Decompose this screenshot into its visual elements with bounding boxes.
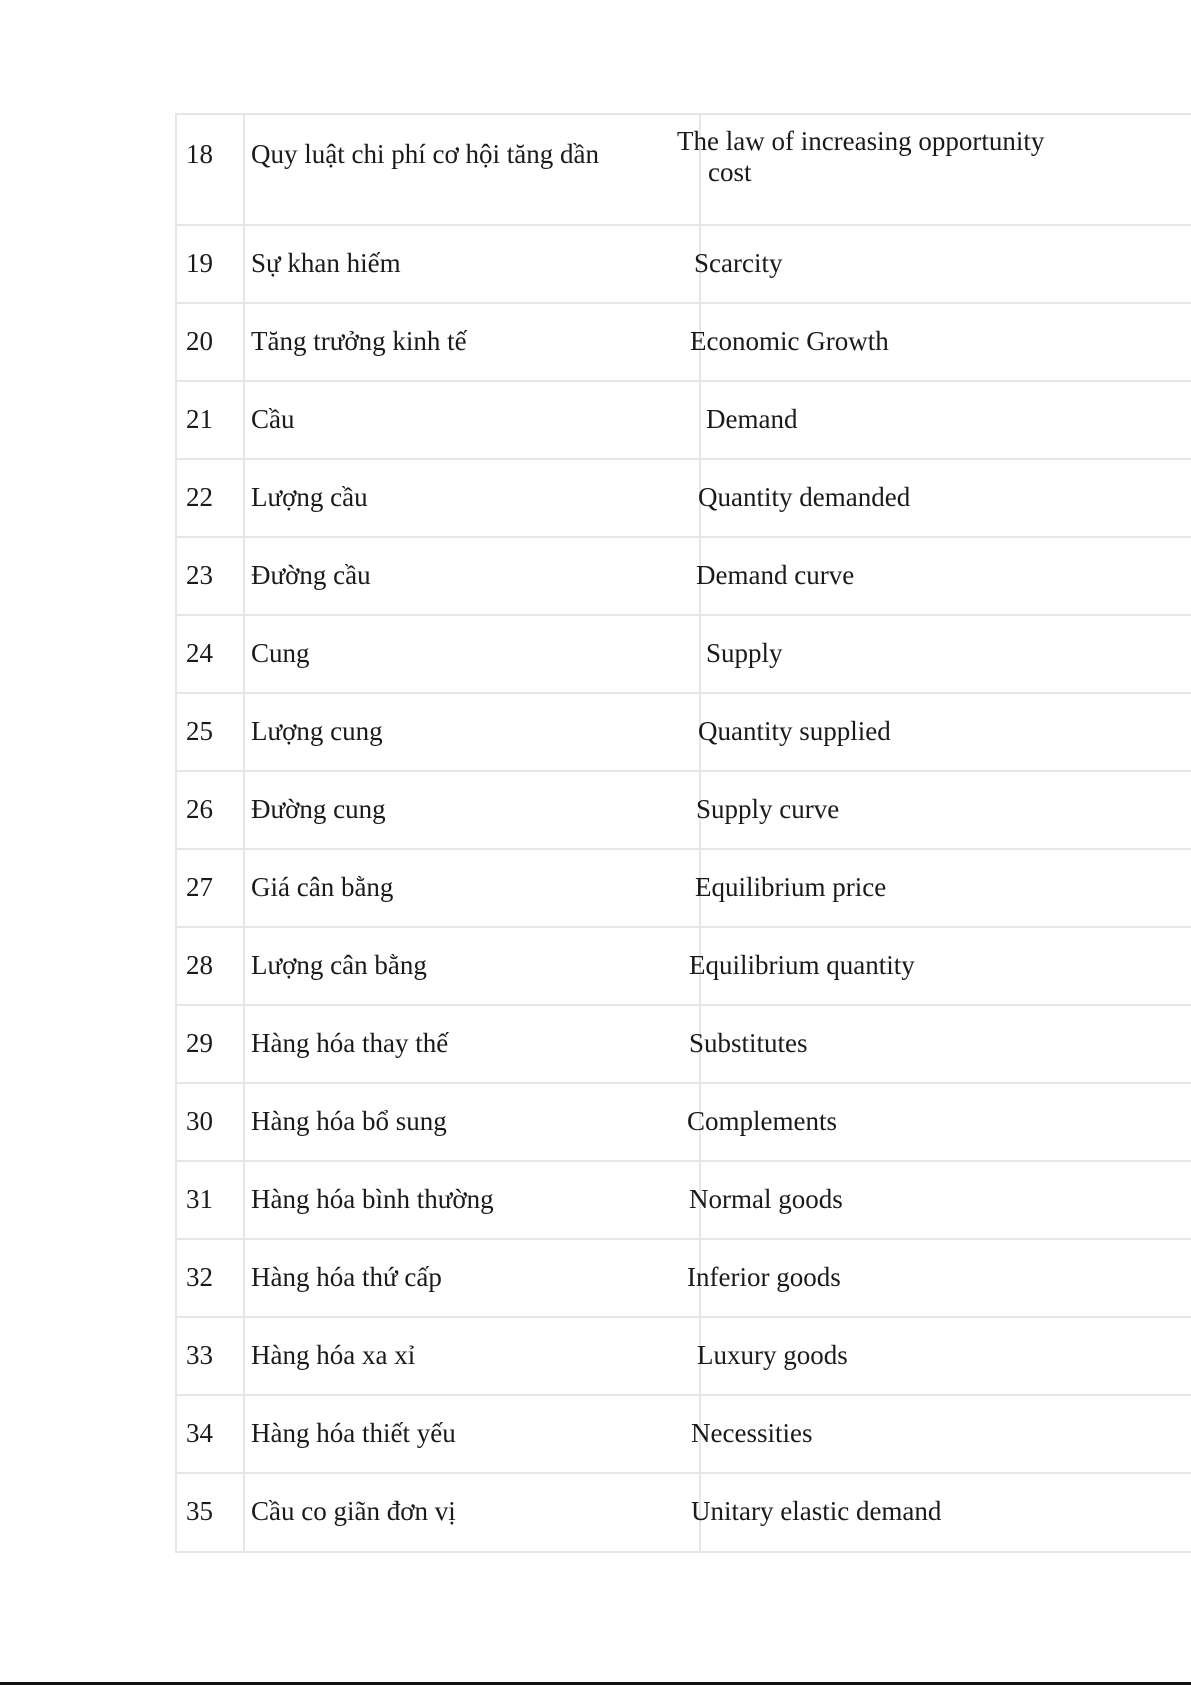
english-term-cell <box>687 1239 1191 1317</box>
english-term: Quantity supplied <box>698 716 891 746</box>
english-term: Unitary elastic demand <box>691 1496 942 1526</box>
english-term-cell <box>689 927 1191 1005</box>
row-number: 19 <box>176 225 244 303</box>
row-number: 35 <box>176 1473 244 1552</box>
english-term: Necessities <box>691 1418 813 1448</box>
row-number: 32 <box>176 1239 244 1317</box>
row-number: 26 <box>176 771 244 849</box>
vietnamese-term: Lượng cân bằng <box>244 927 700 1005</box>
table-row <box>176 693 1191 771</box>
vietnamese-term: Đường cung <box>244 771 700 849</box>
vietnamese-term: Quy luật chi phí cơ hội tăng dần <box>244 114 700 225</box>
english-term-cell <box>690 303 1191 381</box>
row-number: 29 <box>176 1005 244 1083</box>
english-term: Quantity demanded <box>698 482 911 512</box>
row-number: 18 <box>176 114 244 225</box>
row-number: 25 <box>176 693 244 771</box>
vietnamese-term: Hàng hóa xa xỉ <box>244 1317 700 1395</box>
table-row <box>176 459 1191 537</box>
table-row <box>176 225 1191 303</box>
vietnamese-term: Tăng trưởng kinh tế <box>244 303 700 381</box>
english-term: Demand <box>706 404 798 434</box>
english-term: Scarcity <box>694 248 783 278</box>
row-number: 20 <box>176 303 244 381</box>
table-row <box>176 381 1191 459</box>
vietnamese-term: Cung <box>244 615 700 693</box>
english-term-cell <box>700 693 1191 771</box>
table-row <box>176 1317 1191 1395</box>
vietnamese-term: Lượng cầu <box>244 459 700 537</box>
table-row <box>176 1239 1191 1317</box>
english-term-cell <box>697 1317 1191 1395</box>
english-term: Inferior goods <box>687 1262 841 1292</box>
row-number: 31 <box>176 1161 244 1239</box>
english-term-line-2: cost <box>708 157 752 187</box>
row-number: 30 <box>176 1083 244 1161</box>
table-row <box>176 1395 1191 1473</box>
row-number: 27 <box>176 849 244 927</box>
english-term-cell <box>700 459 1191 537</box>
vietnamese-term: Cầu co giãn đơn vị <box>244 1473 700 1552</box>
english-term-line-1: The law of increasing opportunity <box>677 126 1045 156</box>
vietnamese-term: Hàng hóa bổ sung <box>244 1083 700 1161</box>
english-term: Equilibrium quantity <box>689 950 915 980</box>
english-term: Equilibrium price <box>695 872 887 902</box>
english-term: Supply <box>706 638 783 668</box>
vietnamese-term: Hàng hóa thứ cấp <box>244 1239 700 1317</box>
english-term: Complements <box>687 1106 837 1136</box>
english-term-cell <box>689 1005 1191 1083</box>
table-row <box>176 849 1191 927</box>
row-number: 23 <box>176 537 244 615</box>
table-row <box>176 1005 1191 1083</box>
english-term: Normal goods <box>689 1184 843 1214</box>
english-term-cell <box>691 1473 1191 1552</box>
table-row <box>176 303 1191 381</box>
vietnamese-term: Giá cân bằng <box>244 849 700 927</box>
table-row <box>176 771 1191 849</box>
english-term-cell <box>689 1161 1191 1239</box>
vietnamese-term: Hàng hóa bình thường <box>244 1161 700 1239</box>
vietnamese-term: Cầu <box>244 381 700 459</box>
row-number: 28 <box>176 927 244 1005</box>
english-term: Economic Growth <box>690 326 889 356</box>
english-term-cell <box>687 1083 1191 1161</box>
table-row <box>176 1083 1191 1161</box>
english-term: Substitutes <box>689 1028 808 1058</box>
row-number: 21 <box>176 381 244 459</box>
row-number: 34 <box>176 1395 244 1473</box>
english-term-cell <box>700 615 1191 693</box>
table-row <box>176 114 1191 225</box>
english-term-cell <box>691 1395 1191 1473</box>
english-term-cell <box>695 849 1191 927</box>
english-term-cell <box>700 381 1191 459</box>
english-term: Demand curve <box>696 560 855 590</box>
row-number: 24 <box>176 615 244 693</box>
glossary-table <box>175 113 1191 1553</box>
table-row <box>176 927 1191 1005</box>
row-number: 22 <box>176 459 244 537</box>
table-row <box>176 1161 1191 1239</box>
english-term <box>677 114 1191 225</box>
vietnamese-term: Hàng hóa thay thế <box>244 1005 700 1083</box>
english-term-cell <box>694 225 1191 303</box>
english-term-cell <box>696 537 1191 615</box>
vietnamese-term: Sự khan hiếm <box>244 225 700 303</box>
table-row <box>176 615 1191 693</box>
row-number: 33 <box>176 1317 244 1395</box>
english-term-cell <box>696 771 1191 849</box>
english-term: Supply curve <box>696 794 840 824</box>
table-row <box>176 537 1191 615</box>
vietnamese-term: Đường cầu <box>244 537 700 615</box>
vietnamese-term: Hàng hóa thiết yếu <box>244 1395 700 1473</box>
table-row <box>176 1473 1191 1552</box>
english-term: Luxury goods <box>697 1340 848 1370</box>
vietnamese-term: Lượng cung <box>244 693 700 771</box>
